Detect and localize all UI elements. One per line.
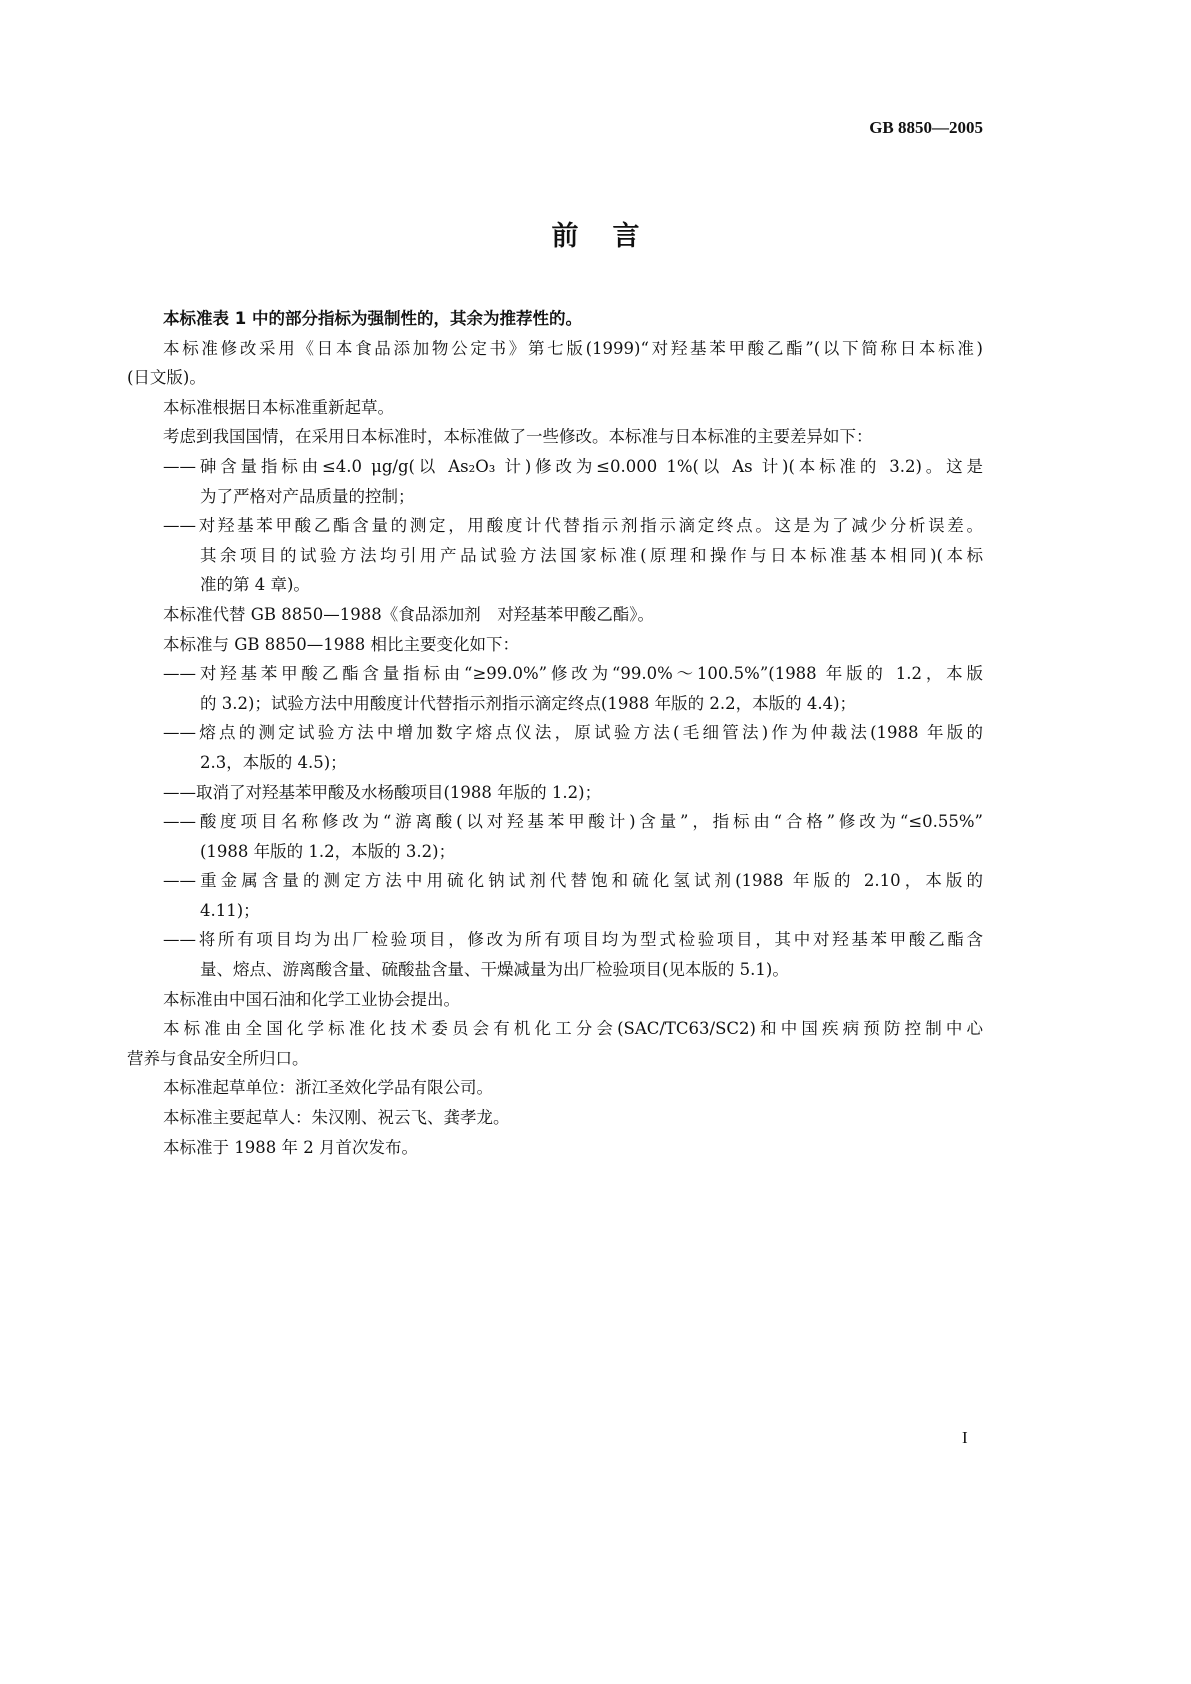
paragraph bbox=[127, 985, 983, 1015]
page-title: 前言 bbox=[551, 221, 674, 252]
paragraph bbox=[127, 630, 983, 660]
list-item bbox=[127, 452, 983, 511]
text-line: 本标准表 1 中的部分指标为强制性的，其余为推荐性的。 bbox=[163, 309, 582, 328]
paragraph bbox=[127, 304, 983, 334]
list-item bbox=[127, 659, 983, 718]
text-line: 量、熔点、游离酸含量、硫酸盐含量、干燥减量为出厂检验项目(见本版的 5.1)。 bbox=[200, 960, 789, 980]
list-item bbox=[127, 807, 983, 866]
paragraph bbox=[127, 422, 983, 452]
list-item bbox=[127, 866, 983, 925]
text-line: 为了严格对产品质量的控制； bbox=[200, 486, 415, 506]
text-line: 本标准根据日本标准重新起草。 bbox=[163, 397, 394, 417]
standard-code-header: GB 8850—2005 bbox=[869, 118, 983, 137]
text-line: 准的第 4 章)。 bbox=[200, 575, 310, 595]
list-item bbox=[127, 778, 983, 808]
foreword-body bbox=[127, 304, 983, 1162]
text-line: ——酸度项目名称修改为“游离酸(以对羟基苯甲酸计)含量”，指标由“合格”修改为“≤0.55%” bbox=[163, 812, 983, 832]
text-line: 营养与食品安全所归口。 bbox=[127, 1048, 309, 1068]
page-number: I bbox=[962, 1428, 968, 1447]
text-line: (1988 年版的 1.2，本版的 3.2)； bbox=[200, 841, 456, 861]
text-line: ——对羟基苯甲酸乙酯含量的测定，用酸度计代替指示剂指示滴定终点。这是为了减少分析误差。 bbox=[163, 516, 983, 536]
text-line: ——取消了对羟基苯甲酸及水杨酸项目(1988 年版的 1.2)； bbox=[163, 782, 602, 802]
text-line: 本标准由中国石油和化学工业协会提出。 bbox=[163, 989, 460, 1009]
text-line: 2.3，本版的 4.5)； bbox=[200, 752, 347, 772]
text-line: 其余项目的试验方法均引用产品试验方法国家标准(原理和操作与日本标准基本相同)(本标 bbox=[200, 545, 983, 565]
paragraph bbox=[127, 334, 983, 393]
text-line: 本标准于 1988 年 2 月首次发布。 bbox=[163, 1137, 418, 1157]
text-line: (日文版)。 bbox=[127, 368, 206, 388]
list-item bbox=[127, 511, 983, 600]
text-line: 的 3.2)；试验方法中用酸度计代替指示剂指示滴定终点(1988 年版的 2.2，本版的 4.4)； bbox=[200, 693, 857, 713]
paragraph bbox=[127, 393, 983, 423]
text-line: 本标准修改采用《日本食品添加物公定书》第七版(1999)“对羟基苯甲酸乙酯”(以下简称日本标准) bbox=[163, 338, 983, 358]
paragraph bbox=[127, 1133, 983, 1163]
text-line: 4.11)； bbox=[200, 900, 260, 920]
list-item bbox=[127, 718, 983, 777]
text-line: ——将所有项目均为出厂检验项目，修改为所有项目均为型式检验项目，其中对羟基苯甲酸乙酯含 bbox=[163, 930, 983, 950]
text-line: ——对羟基苯甲酸乙酯含量指标由“≥99.0%”修改为“99.0%～100.5%”(1988 年版的 1.2，本版 bbox=[163, 664, 983, 684]
text-line: 本标准与 GB 8850—1988 相比主要变化如下： bbox=[163, 634, 520, 654]
list-item bbox=[127, 925, 983, 984]
text-line: 本标准起草单位：浙江圣效化学品有限公司。 bbox=[163, 1078, 493, 1098]
paragraph bbox=[127, 1073, 983, 1103]
text-line: 本标准由全国化学标准化技术委员会有机化工分会(SAC/TC63/SC2)和中国疾病预防控制中心 bbox=[163, 1019, 983, 1039]
paragraph bbox=[127, 1103, 983, 1133]
text-line: ——重金属含量的测定方法中用硫化钠试剂代替饱和硫化氢试剂(1988 年版的 2.10，本版的 bbox=[163, 871, 983, 891]
text-line: ——熔点的测定试验方法中增加数字熔点仪法，原试验方法(毛细管法)作为仲裁法(1988 年版的 bbox=[163, 723, 983, 743]
paragraph bbox=[127, 1014, 983, 1073]
paragraph bbox=[127, 600, 983, 630]
text-line: ——砷含量指标由≤4.0 μg/g(以 As₂O₃ 计)修改为≤0.000 1%(以 As 计)(本标准的 3.2)。这是 bbox=[163, 456, 983, 476]
text-line: 本标准代替 GB 8850—1988《食品添加剂 对羟基苯甲酸乙酯》。 bbox=[163, 604, 655, 624]
text-line: 考虑到我国国情，在采用日本标准时，本标准做了一些修改。本标准与日本标准的主要差异如下： bbox=[163, 427, 873, 447]
text-line: 本标准主要起草人：朱汉刚、祝云飞、龚孝龙。 bbox=[163, 1108, 510, 1128]
